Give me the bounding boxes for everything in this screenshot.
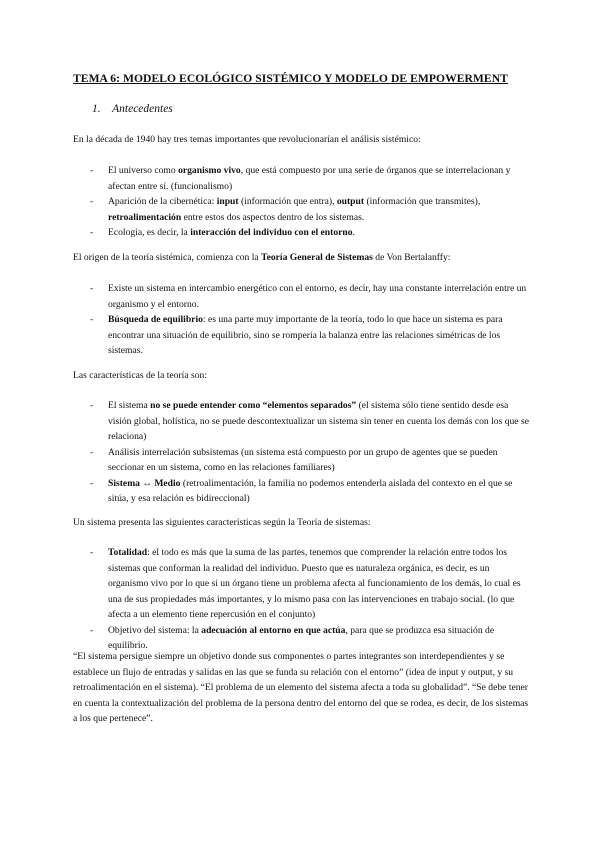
intro-paragraph: En la década de 1940 hay tres temas importantes que revolucionarían el análisis sistémico: [73,134,421,145]
origin-paragraph: El origen de la teoría sistémica, comienza con la Teoría General de Sistemas de Von Bertalanffy: [73,252,451,263]
page-title: TEMA 6: MODELO ECOLÓGICO SISTÉMICO Y MODELO DE EMPOWERMENT [73,72,508,85]
list-item: - El sistema no se puede entender como “elementos separados” (el sistema sólo tiene sentido desde esa visión global, holística, no se puede descontextualizar un sistema sin tener en cuenta los demás con los que se relaciona) [90,398,530,445]
list-item: - Aparición de la cibernética: input (información que entra), output (información que transmites), retroalimentación entre estos dos aspectos dentro de los sistemas. [90,194,530,225]
list-item: - Sistema ↔ Medio (retroalimentación, la familia no podemos entenderla aislada del contexto en el que se sitúa, y esa relación es bidireccional) [90,476,530,507]
system-features-list [90,545,530,654]
characteristics-list [90,398,530,507]
list-item: - El universo como organismo vivo, que está compuesto por una serie de órganos que se interrelacionan y afectan entre sí. (funcionalismo) [90,163,530,194]
list-item: - Búsqueda de equilibrio: es una parte muy importante de la teoría, todo lo que hace un sistema es para encontrar una situación de equilibrio, sino se rompería la balanza entre las relaciones simétricas de los sistemas. [90,312,530,359]
revolution-topics-list [90,163,530,241]
section-heading [92,103,173,115]
system-intro-paragraph: Un sistema presenta las siguientes características según la Teoría de sistemas: [73,517,371,528]
list-item: - Análisis interrelación subsistemas (un sistema está compuesto por un grupo de agentes que se pueden seccionar en un sistema, como en las relaciones familiares) [90,445,530,476]
list-item: - Existe un sistema en intercambio energético con el entorno, es decir, hay una constante interrelación entre un organismo y el entorno. [90,281,530,312]
quote-paragraph: “El sistema persigue siempre un objetivo donde sus componentes o partes integrantes son interdependientes y se establece un flujo de entradas y salidas en las que se funda su relación con el entorno” (idea de input y output, y su retroalimentación en el sistema). “El problema de un elemento del sistema afecta a toda su globalidad”. “Se debe tener en cuenta la contextualización del problema de la persona dentro del entorno del que se rodea, es decir, de los sistemas a los que pertenece”. [73,651,529,724]
list-item: - Objetivo del sistema: la adecuación al entorno en que actúa, para que se produzca esa situación de equilibrio. [90,623,530,654]
section-number: 1. [92,103,101,115]
characteristics-paragraph: Las características de la teoría son: [73,370,207,381]
section-title: Antecedentes [112,103,173,115]
list-item: - Ecología, es decir, la interacción del individuo con el entorno. [90,225,530,241]
list-item: - Totalidad: el todo es más que la suma de las partes, tenemos que comprender la relación entre todos los sistemas que conforman la realidad del individuo. Puesto que es naturaleza orgánica, es decir, es un organismo vivo por lo que si un órgano tiene un problema afecta al funcionamiento de los demás, lo cual es una de sus propiedades más importantes, y lo mismo pasa con las intervenciones en trabajo social. (lo que afecta a un elemento tiene repercusión en el conjunto) [90,545,530,623]
theory-principles-list [90,281,530,359]
